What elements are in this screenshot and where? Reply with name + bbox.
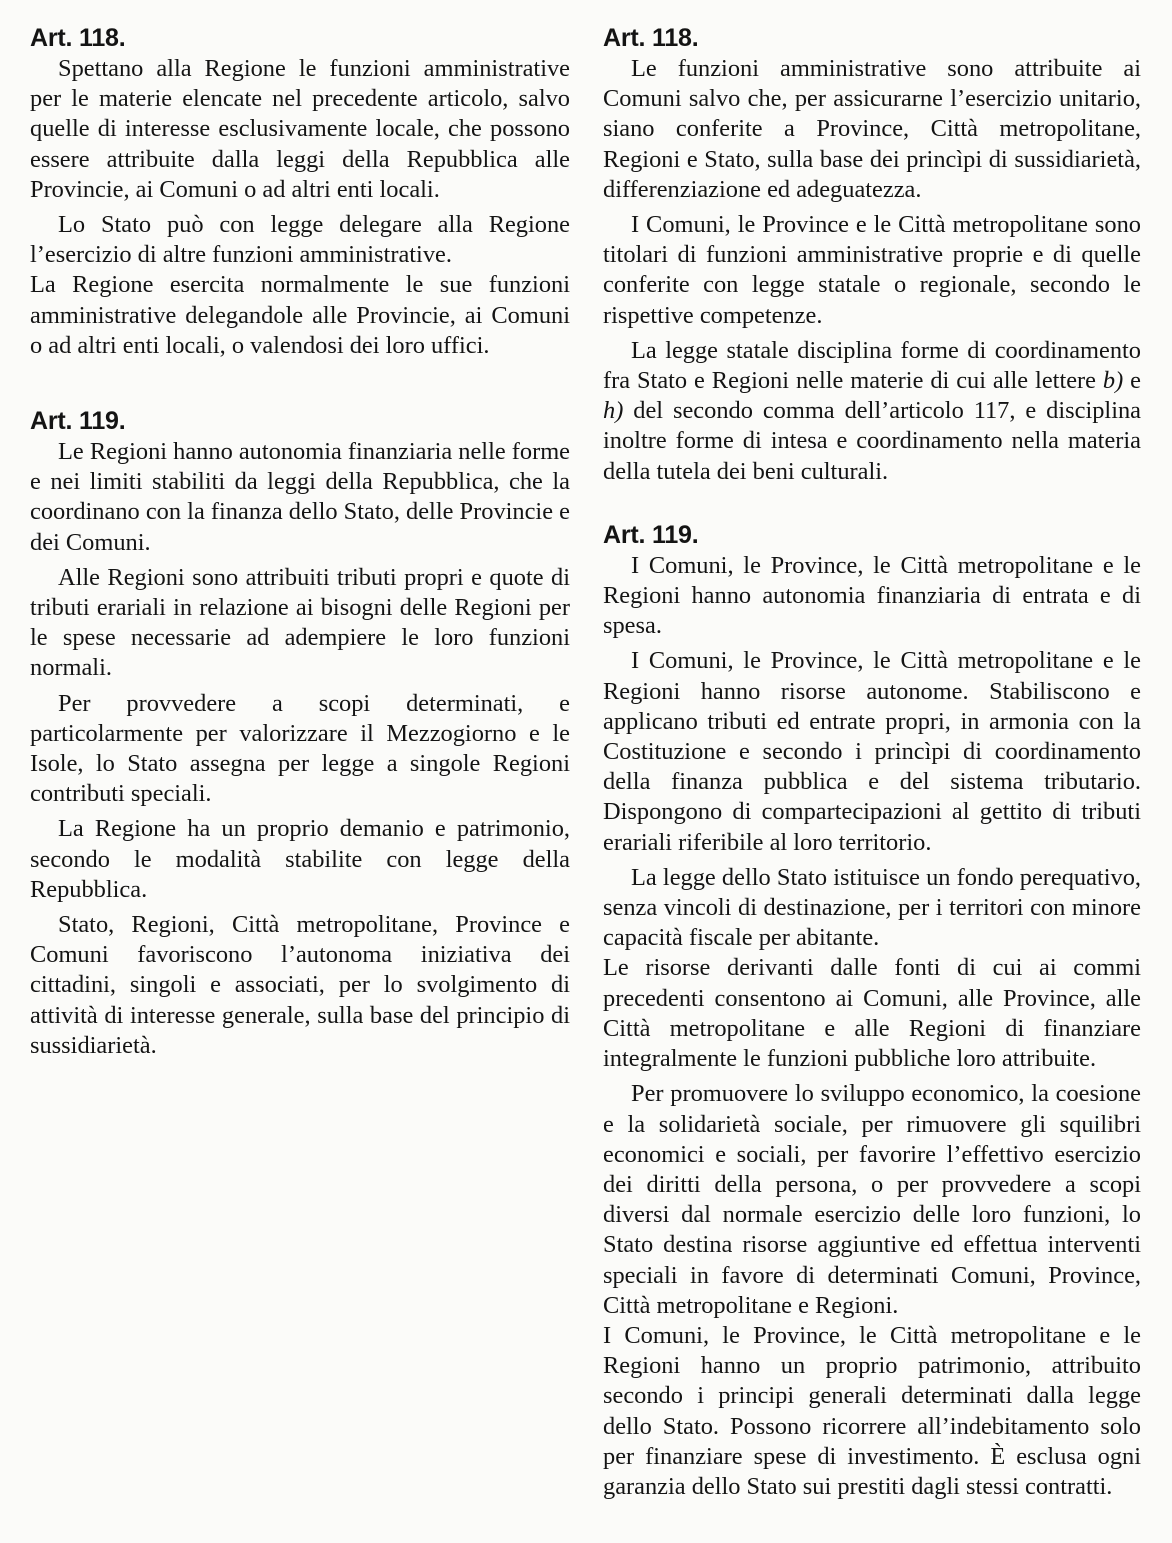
article-title: Art. 119. bbox=[603, 520, 699, 549]
article-title: Art. 118. bbox=[603, 24, 699, 52]
paragraph: I Comuni, le Province e le Città metropolitane sono titolari di funzioni amministrative proprie e di quelle conferite con legge statale o regionale, secondo le rispettive competenze. bbox=[603, 211, 1141, 329]
text-run: e bbox=[1123, 367, 1141, 395]
paragraph: La Regione ha un proprio demanio e patrimonio, secondo le modalità stabilite con legge della Repubblica. bbox=[30, 815, 570, 903]
paragraph: Le Regioni hanno autonomia finanziaria nelle forme e nei limiti stabiliti da leggi della Repubblica, che la coordinano con la finanza dello Stato, delle Provincie e dei Comuni. bbox=[30, 438, 571, 556]
article-118-reformed bbox=[603, 22, 1141, 487]
article-118-original bbox=[30, 22, 570, 361]
paragraph: Alle Regioni sono attribuiti tributi propri e quote di tributi erariali in relazione ai bisogni delle Regioni per le spese necessarie ad adempiere le loro funzioni normali. bbox=[30, 563, 570, 682]
right-column bbox=[603, 22, 1141, 1502]
letter-ref: h) bbox=[603, 397, 624, 425]
paragraph: Stato, Regioni, Città metropolitane, Province e Comuni favoriscono l’autonoma iniziativa dei cittadini, singoli e associati, per lo svolgimento di attività di interesse generale, sulla base del principio di sussidiarietà. bbox=[30, 911, 570, 1059]
text-run: La legge statale disciplina forme di coordinamento fra Stato e Regioni nelle materie di cui alle lettere bbox=[603, 336, 1141, 395]
paragraph: Le funzioni amministrative sono attribuite ai Comuni salvo che, per assicurarne l’esercizio unitario, siano conferite a Province, Città metropolitane, Regioni e Stato, sulla base dei princìpi di sussidiarietà, differenziazione ed adeguatezza. bbox=[603, 55, 1141, 203]
paragraph: La Regione esercita normalmente le sue funzioni amministrative delegandole alle Provincie, ai Comuni o ad altri enti locali, o valendosi dei loro uffici. bbox=[30, 271, 570, 359]
paragraph: I Comuni, le Province, le Città metropolitane e le Regioni hanno un proprio patrimonio, attribuito secondo i principi generali determinati dalla legge dello Stato. Possono ricorrere all’indebitamento solo per finanziare spese di investimento. È esclusa ogni garanzia dello Stato sui prestiti dagli stessi contratti. bbox=[603, 1321, 1141, 1500]
paragraph bbox=[603, 336, 1141, 487]
left-column bbox=[30, 22, 570, 1061]
paragraph: Spettano alla Regione le funzioni amministrative per le materie elencate nel precedente articolo, salvo quelle di interesse esclusivamente locale, che possono essere attribuite dalla leggi della Repubblica alle Provincie, ai Comuni o ad altri enti locali. bbox=[30, 55, 570, 203]
article-119-reformed bbox=[603, 519, 1141, 1502]
paragraph: Per provvedere a scopi determinati, e particolarmente per valorizzare il Mezzogiorno e le Isole, lo Stato assegna per legge a singole Regioni contributi speciali. bbox=[30, 689, 570, 808]
article-119-original bbox=[30, 405, 570, 1061]
letter-ref: b) bbox=[1102, 367, 1124, 395]
paragraph: I Comuni, le Province, le Città metropolitane e le Regioni hanno risorse autonome. Stabiliscono e applicano tributi ed entrate propri, in armonia con la Costituzione e secondo i princìpi di coordinamento della finanza pubblica e del sistema tributario. Dispongono di compartecipazioni al gettito di tributi erariali riferibile al loro territorio. bbox=[603, 647, 1141, 856]
paragraph: Per promuovere lo sviluppo economico, la coesione e la solidarietà sociale, per rimuovere gli squilibri economici e sociali, per favorire l’effettivo esercizio dei diritti della persona, o per provvedere a scopi diversi dal normale esercizio delle loro funzioni, lo Stato destina risorse aggiuntive ed effettua interventi speciali in favore di determinati Comuni, Province, Città metropolitane e Regioni. bbox=[603, 1080, 1141, 1319]
paragraph: I Comuni, le Province, le Città metropolitane e le Regioni hanno autonomia finanziaria di entrata e di spesa. bbox=[603, 551, 1141, 640]
text-run: del secondo comma dell’articolo 117, e disciplina inoltre forme di intesa e coordinamento nella materia della tutela dei beni culturali. bbox=[603, 397, 1141, 485]
paragraph: Le risorse derivanti dalle fonti di cui ai commi precedenti consentono ai Comuni, alle Province, alle Città metropolitane e alle Regioni di finanziare integralmente le funzioni pubbliche loro attribuite. bbox=[603, 954, 1141, 1073]
paragraph: La legge dello Stato istituisce un fondo perequativo, senza vincoli di destinazione, per i territori con minore capacità fiscale per abitante. bbox=[603, 863, 1141, 952]
paragraph: Lo Stato può con legge delegare alla Regione l’esercizio di altre funzioni amministrative. bbox=[30, 211, 570, 269]
article-title: Art. 119. bbox=[30, 407, 126, 436]
article-title: Art. 118. bbox=[30, 24, 126, 52]
